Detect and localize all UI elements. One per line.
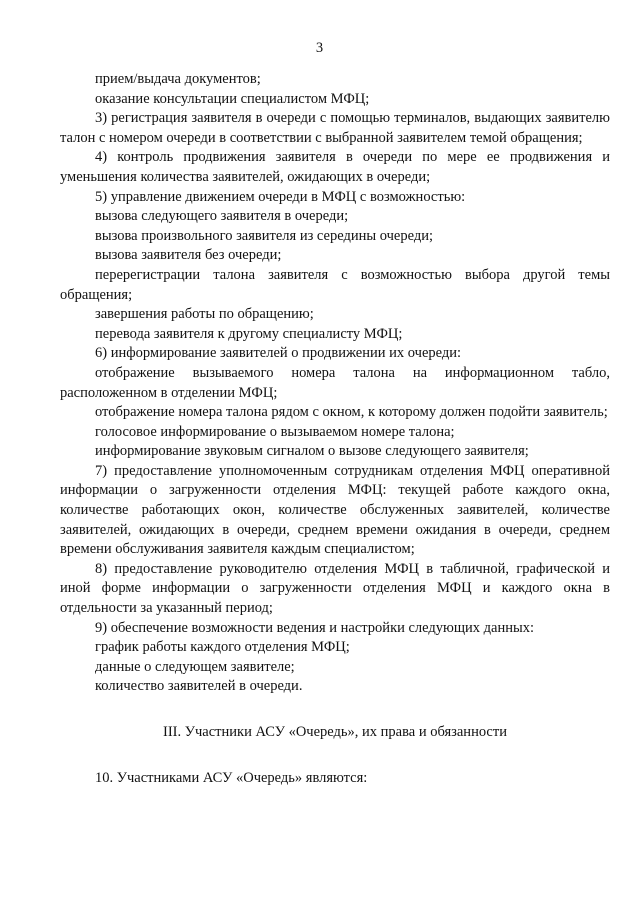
paragraph: 10. Участниками АСУ «Очередь» являются: [95,769,368,786]
paragraph: вызова заявителя без очереди; [95,247,282,264]
paragraph: завершения работы по обращению; [95,306,314,323]
paragraph: отображение вызываемого номера талона на информационном табло, расположенном в отделении МФЦ; [60,364,610,401]
paragraph: 7) предоставление уполномоченным сотрудникам отделения МФЦ оперативной информации о загруженности отделения МФЦ: текущей работе каждого окна, количестве работающих окон, количестве обслуженных заявителей, количестве заявителей, ожидающих в очереди, среднем времени ожидания в очереди, среднем времени обслуживания заявителя каждым специалистом; [60,462,610,558]
paragraph: данные о следующем заявителе; [95,658,295,675]
paragraph: график работы каждого отделения МФЦ; [95,639,350,656]
paragraph: 5) управление движением очереди в МФЦ с возможностью: [95,188,466,205]
paragraph: информирование звуковым сигналом о вызове следующего заявителя; [95,443,529,460]
paragraph: 6) информирование заявителей о продвижении их очереди: [95,345,462,362]
section-heading: III. Участники АСУ «Очередь», их права и обязанности [163,724,507,740]
page-number: 3 [315,40,324,56]
list-section-part1 [60,70,610,697]
document-body [60,70,610,788]
paragraph: 9) обеспечение возможности ведения и настройки следующих данных: [95,619,535,636]
paragraph: 8) предоставление руководителю отделения МФЦ в табличной, графической и иной форме информации о загруженности отделения МФЦ и каждого окна в отдельности за указанный период; [60,560,610,617]
paragraph: количество заявителей в очереди. [95,678,303,695]
paragraph: 3) регистрация заявителя в очереди с помощью терминалов, выдающих заявителю талон с номером очереди в соответствии с выбранной заявителем темой обращения; [60,110,610,146]
list-section-part2 [60,769,610,789]
paragraph: вызова следующего заявителя в очереди; [95,208,349,225]
paragraph: 4) контроль продвижения заявителя в очереди по мере ее продвижения и уменьшения количества заявителей, ожидающих в очереди; [60,149,610,185]
paragraph: вызова произвольного заявителя из середины очереди; [95,227,433,244]
paragraph: перевода заявителя к другому специалисту МФЦ; [95,325,403,342]
paragraph: перерегистрации талона заявителя с возможностью выбора другой темы обращения; [60,266,610,303]
paragraph: отображение номера талона рядом с окном, к которому должен подойти заявитель; [95,404,608,421]
paragraph: оказание консультации специалистом МФЦ; [95,90,370,107]
paragraph: прием/выдача документов; [95,71,261,87]
paragraph: голосовое информирование о вызываемом номере талона; [95,423,455,440]
